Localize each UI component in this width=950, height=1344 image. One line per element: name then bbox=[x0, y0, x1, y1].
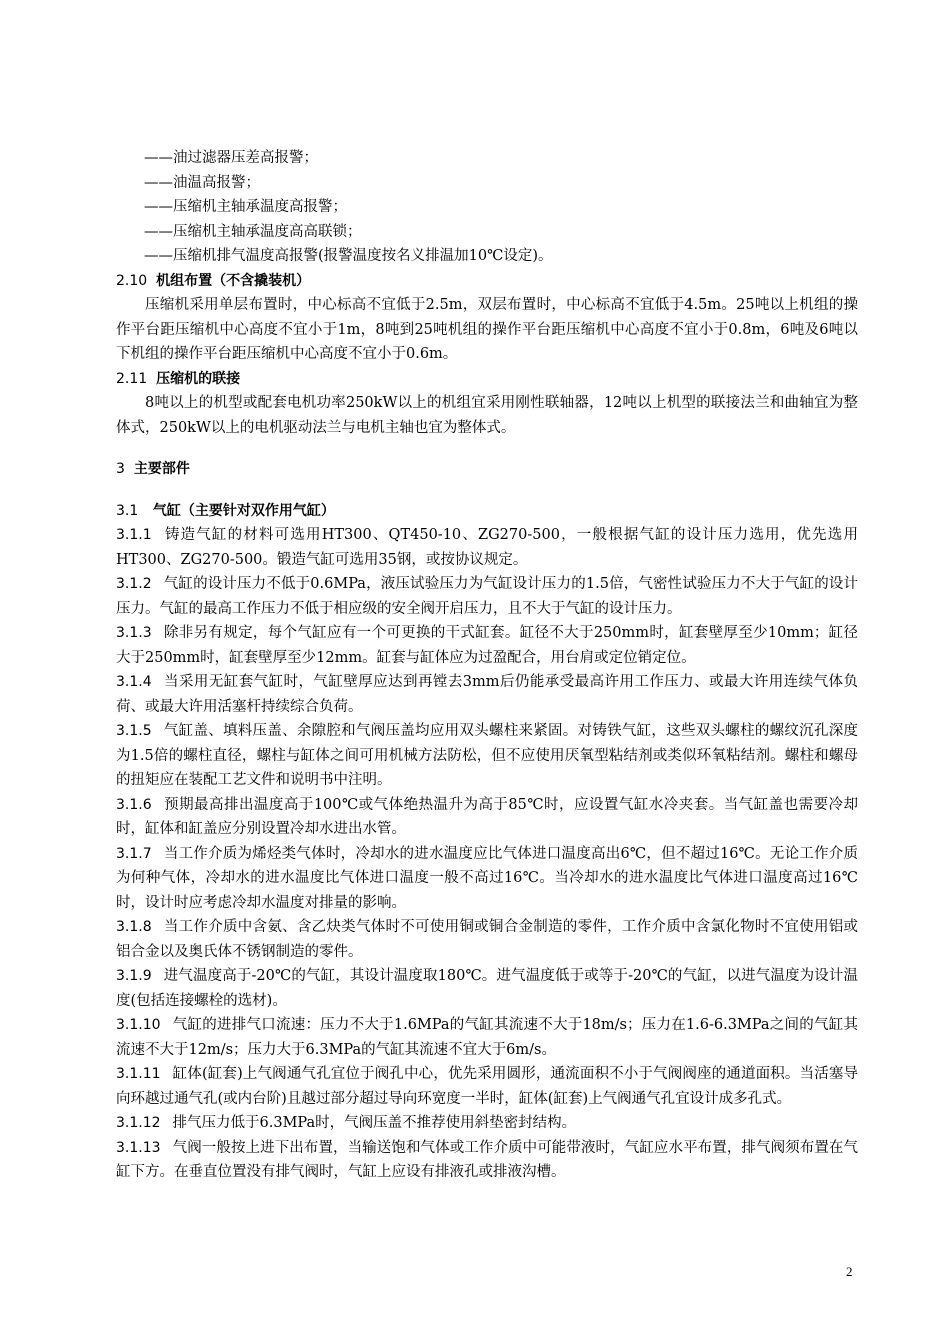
clause-text: 除非另有规定，每个气缸应有一个可更换的干式缸套。缸径不大于250mm时，缸套壁厚至少10mm；缸径大于250mm时，缸套壁厚至少12mm。缸套与缸体应为过盈配合，用台肩或定位销定位。 bbox=[116, 625, 858, 666]
clause-text: 当采用无缸套气缸时，气缸壁厚应达到再镗去3mm后仍能承受最高许用工作压力、或最大许用连续气体负荷、或最大许用活塞杆持续综合负荷。 bbox=[116, 674, 858, 715]
section-heading-2-10 bbox=[116, 269, 858, 294]
spacer bbox=[116, 440, 858, 457]
clause-text: 气缸的设计压力不低于0.6MPa，液压试验压力为气缸设计压力的1.5倍，气密性试验压力不大于气缸的设计压力。气缸的最高工作压力不低于相应级的安全阀开启压力，且不大于气缸的设计压力。 bbox=[116, 576, 858, 617]
section-title: 压缩机的联接 bbox=[156, 370, 241, 387]
clause-item bbox=[116, 964, 858, 1013]
clause-item bbox=[116, 1136, 858, 1185]
clause-number: 3.1.13 bbox=[116, 1139, 161, 1156]
spacer bbox=[116, 482, 858, 499]
alarm-item: ——压缩机排气温度高报警(报警温度按名义排温加10℃设定)。 bbox=[144, 248, 553, 264]
section-number: 2.10 bbox=[116, 272, 148, 289]
clause-text: 气缸的进排气口流速：压力不大于1.6MPa的气缸其流速不大于18m/s；压力在1.6-6.3MPa之间的气缸其流速不大于12m/s；压力大于6.3MPa的气缸其流速不宜大于6m/s。 bbox=[116, 1017, 858, 1058]
page-number: 2 bbox=[846, 1264, 853, 1279]
clause-item bbox=[116, 572, 858, 621]
section-number: 3.1 bbox=[116, 502, 139, 519]
alarm-item: ——油过滤器压差高报警； bbox=[144, 150, 318, 166]
clause-text: 气阀一般按上进下出布置，当输送饱和气体或工作介质中可能带液时，气缸应水平布置，排气阀须布置在气缸下方。在垂直位置没有排气阀时，气缸上应设有排液孔或排液沟槽。 bbox=[116, 1139, 858, 1180]
clause-item bbox=[116, 1111, 858, 1136]
page-content bbox=[116, 146, 858, 1185]
clause-item bbox=[116, 915, 858, 964]
section-paragraph: 压缩机采用单层布置时，中心标高不宜低于2.5m，双层布置时，中心标高不宜低于4.5m。25吨以上机组的操作平台距压缩机中心高度不宜小于1m，8吨到25吨机组的操作平台距压缩机中心高度不宜小于0.8m，6吨及6吨以下机组的操作平台距压缩机中心高度不宜小于0.6m。 bbox=[116, 297, 858, 362]
clause-number: 3.1.10 bbox=[116, 1017, 161, 1033]
clause-item bbox=[116, 1062, 858, 1111]
clause-item bbox=[116, 1013, 858, 1062]
clause-item bbox=[116, 793, 858, 842]
clause-number: 3.1.6 bbox=[116, 796, 152, 813]
clause-number: 3.1.7 bbox=[116, 845, 152, 862]
section-title: 机组布置（不含撬装机） bbox=[156, 272, 311, 289]
clause-item bbox=[116, 842, 858, 916]
chapter-number: 3 bbox=[116, 461, 125, 477]
clause-number: 3.1.5 bbox=[116, 723, 152, 739]
clause-number: 3.1.9 bbox=[116, 968, 152, 984]
clause-text: 气缸盖、填料压盖、余隙腔和气阀压盖均应用双头螺柱来紧固。对铸铁气缸，这些双头螺柱的螺纹沉孔深度为1.5倍的螺柱直径，螺柱与缸体之间可用机械方法防松，但不应使用厌氧型粘结剂或类似环氧粘结剂。螺柱和螺母的扭矩应在装配工艺文件和说明书中注明。 bbox=[116, 723, 858, 788]
section-heading-2-11 bbox=[116, 367, 858, 392]
clause-number: 3.1.4 bbox=[116, 674, 152, 690]
clause-item bbox=[116, 621, 858, 670]
alarm-item: ——压缩机主轴承温度高报警； bbox=[144, 199, 347, 215]
clause-item bbox=[116, 719, 858, 793]
section-paragraph: 8吨以上的机型或配套电机功率250kW以上的机组宜采用刚性联轴器，12吨以上机型的联接法兰和曲轴宜为整体式，250kW以上的电机驱动法兰与电机主轴也宜为整体式。 bbox=[116, 395, 858, 436]
section-title: 气缸（主要针对双作用气缸） bbox=[152, 502, 335, 519]
clause-text: 预期最高排出温度高于100℃或气体绝热温升为高于85℃时，应设置气缸水冷夹套。当气缸盖也需要冷却时，缸体和缸盖应分别设置冷却水进出水管。 bbox=[116, 796, 858, 837]
alarm-item: ——油温高报警； bbox=[144, 174, 260, 191]
clause-number: 3.1.8 bbox=[116, 919, 152, 935]
clause-item bbox=[116, 670, 858, 719]
clause-number: 3.1.1 bbox=[116, 527, 152, 543]
clause-number: 3.1.2 bbox=[116, 576, 152, 592]
section-number: 2.11 bbox=[116, 370, 148, 387]
clause-item bbox=[116, 523, 858, 572]
chapter-heading-3 bbox=[116, 457, 858, 482]
clause-text: 排气压力低于6.3MPa时，气阀压盖不推荐使用斜垫密封结构。 bbox=[172, 1115, 577, 1131]
clause-text: 铸造气缸的材料可选用HT300、QT450-10、ZG270-500，一般根据气缸的设计压力选用，优先选用HT300、ZG270-500。锻造气缸可选用35钢，或按协议规定。 bbox=[116, 527, 858, 568]
alarm-list bbox=[116, 146, 858, 269]
clause-number: 3.1.3 bbox=[116, 625, 152, 641]
clause-text: 当工作介质为烯烃类气体时，冷却水的进水温度应比气体进口温度高出6℃，但不超过16℃。无论工作介质为何种气体，冷却水的进水温度比气体进口温度一般不高过16℃。当冷却水的进水温度比气体进口温度高过16℃时，设计时应考虑冷却水温度对排量的影响。 bbox=[116, 845, 858, 911]
alarm-item: ——压缩机主轴承温度高高联锁； bbox=[144, 223, 362, 240]
clause-number: 3.1.11 bbox=[116, 1066, 161, 1082]
clause-text: 缸体(缸套)上气阀通气孔宜位于阀孔中心，优先采用圆形，通流面积不小于气阀阀座的通道面积。当活塞导向环越过通气孔(或内台阶)且越过部分超过导向环宽度一半时，缸体(缸套)上气阀通气孔宜设计成多孔式。 bbox=[116, 1066, 858, 1107]
clause-text: 当工作介质中含氨、含乙炔类气体时不可使用铜或铜合金制造的零件，工作介质中含氯化物时不宜使用铝或铝合金以及奥氏体不锈钢制造的零件。 bbox=[116, 919, 858, 960]
chapter-title: 主要部件 bbox=[133, 461, 190, 477]
section-heading-3-1 bbox=[116, 499, 858, 524]
clause-text: 进气温度高于-20℃的气缸，其设计温度取180℃。进气温度低于或等于-20℃的气缸，以进气温度为设计温度(包括连接螺栓的选材)。 bbox=[116, 968, 858, 1009]
clause-number: 3.1.12 bbox=[116, 1115, 161, 1131]
